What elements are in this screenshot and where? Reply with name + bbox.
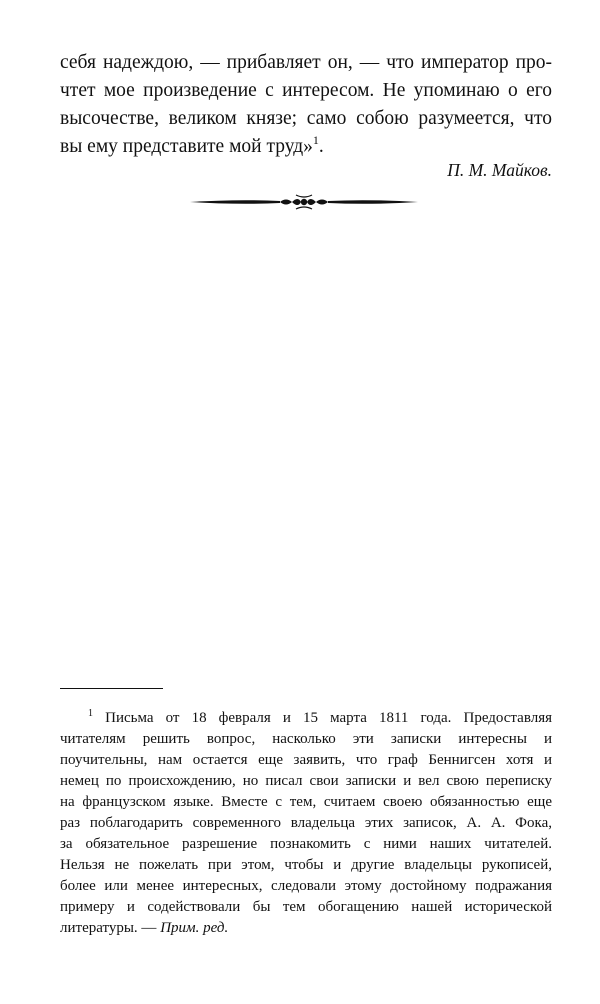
main-text-line-content: вы ему представите мой труд»	[60, 136, 313, 157]
footnote-line: на французском языке. Вместе с тем, считаем своею обязанностью еще	[60, 794, 552, 810]
footnote-line: немец по происхождению, но писал свои записки и вел свою переписку	[60, 773, 552, 789]
editor-note: Прим. ред.	[160, 920, 229, 936]
footnote-separator	[60, 688, 163, 689]
footnote-line-content: Письма от 18 февраля и 15 марта 1811 года. Предоставляя	[105, 710, 553, 726]
footnote-line: примеру и содействовали бы тем обогащению нашей исторической	[60, 899, 552, 915]
main-text-line: чтет мое произведение с интересом. Не упоминаю о его	[60, 80, 552, 101]
footnote-line-first	[60, 708, 552, 729]
footnote-line: раз поблагодарить современного владельца этих записок, А. А. Фока,	[60, 815, 552, 831]
footnote-line-last	[60, 918, 552, 939]
footnote-line: читателям решить вопрос, насколько эти записки интересны и	[60, 731, 552, 747]
footnote-line: за обязательное разрешение познакомить с ними наших читателей.	[60, 836, 552, 852]
footnote-block	[60, 708, 552, 939]
author-signature: П. М. Майков.	[447, 160, 552, 180]
footnote-line: поучительны, нам остается еще заявить, что граф Беннигсен хотя и	[60, 752, 552, 768]
main-text-line: высочестве, великом князе; само собою разумеется, что	[60, 108, 552, 129]
footnote-reference: 1	[312, 133, 319, 147]
main-text-line: себя надеждою, — прибавляет он, — что император про-	[60, 52, 552, 73]
main-text-block	[60, 49, 552, 161]
decorative-divider-icon	[188, 193, 420, 211]
footnote-line-content: литературы. —	[60, 920, 161, 936]
footnote-line: Нельзя не пожелать при этом, чтобы и другие владельцы рукописей,	[60, 857, 552, 873]
footnote-line: более или менее интересных, следовали этому достойному подражания	[60, 878, 552, 894]
footnote-marker: 1	[88, 708, 93, 719]
main-text-line-last: вы ему представите мой труд»$^1$.	[60, 133, 324, 157]
